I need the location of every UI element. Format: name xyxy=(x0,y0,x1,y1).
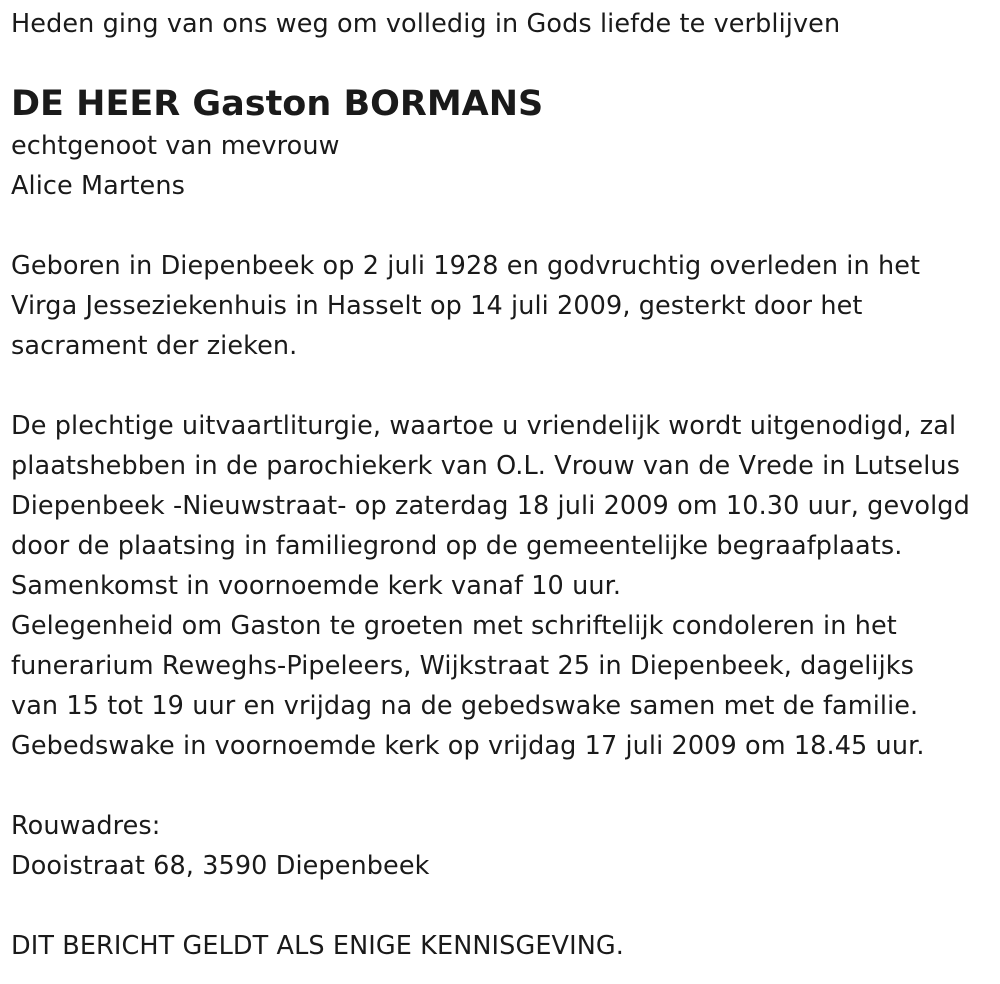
obituary-notice xyxy=(11,0,996,966)
address-label: Rouwadres: xyxy=(11,811,161,841)
spouse-section xyxy=(11,126,996,206)
funeral-line: van 15 tot 19 uur en vrijdag na de gebedswake samen met de familie. xyxy=(11,691,919,721)
funeral-section xyxy=(11,406,996,766)
spacer xyxy=(11,886,996,926)
funeral-line: Diepenbeek -Nieuwstraat- op zaterdag 18 juli 2009 om 10.30 uur, gevolgd xyxy=(11,491,970,521)
birth-line: sacrament der zieken. xyxy=(11,331,298,361)
address-text: Dooistraat 68, 3590 Diepenbeek xyxy=(11,851,430,881)
spouse-line: echtgenoot van mevrouw xyxy=(11,131,340,161)
funeral-line: door de plaatsing in familiegrond op de gemeentelijke begraafplaats. xyxy=(11,531,903,561)
funeral-line: Gebedswake in voornoemde kerk op vrijdag 17 juli 2009 om 18.45 uur. xyxy=(11,731,925,761)
closing-notice: DIT BERICHT GELDT ALS ENIGE KENNISGEVING. xyxy=(11,931,624,961)
funeral-line: Gelegenheid om Gaston te groeten met schriftelijk condoleren in het xyxy=(11,611,897,641)
spouse-line: Alice Martens xyxy=(11,171,185,201)
spacer xyxy=(11,366,996,406)
intro-text: Heden ging van ons weg om volledig in Gods liefde te verblijven xyxy=(11,9,841,39)
funeral-line: funerarium Reweghs-Pipeleers, Wijkstraat 25 in Diepenbeek, dagelijks xyxy=(11,651,915,681)
spacer xyxy=(11,766,996,806)
birth-line: Geboren in Diepenbeek op 2 juli 1928 en godvruchtig overleden in het xyxy=(11,251,921,281)
birth-death-section xyxy=(11,246,996,366)
spacer xyxy=(11,206,996,246)
address-section xyxy=(11,806,996,886)
funeral-line: Samenkomst in voornoemde kerk vanaf 10 uur. xyxy=(11,571,622,601)
birth-line: Virga Jesseziekenhuis in Hasselt op 14 juli 2009, gesterkt door het xyxy=(11,291,863,321)
funeral-line: plaatshebben in de parochiekerk van O.L. Vrouw van de Vrede in Lutselus xyxy=(11,451,961,481)
deceased-name: DE HEER Gaston BORMANS xyxy=(11,84,544,124)
funeral-line: De plechtige uitvaartliturgie, waartoe u vriendelijk wordt uitgenodigd, zal xyxy=(11,411,957,441)
